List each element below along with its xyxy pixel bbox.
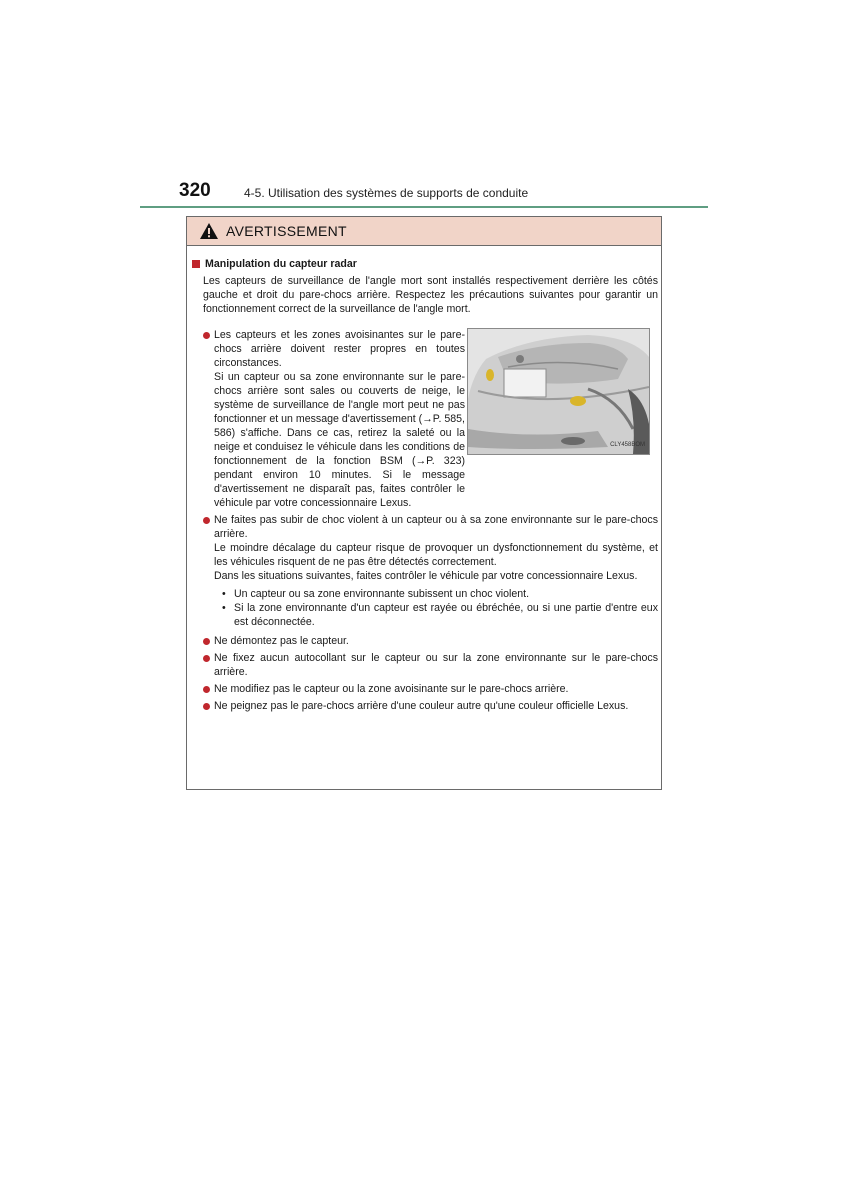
bullet-item [192, 513, 658, 631]
red-dot-bullet-icon [203, 517, 210, 524]
bullet-paragraph: Les capteurs et les zones avoisinantes sur le pare-chocs arrière doivent rester propres en toutes circonstances. [214, 329, 465, 369]
sub-item [222, 601, 658, 629]
first-bullet-wrap [192, 328, 658, 510]
rear-bumper-illustration [467, 328, 650, 455]
bullet-text [214, 328, 465, 510]
bullet-paragraph: Dans les situations suivantes, faites contrôler le véhicule par votre concessionnaire Lexus. [214, 570, 638, 582]
car-rear-drawing [468, 329, 649, 454]
warning-box [186, 216, 662, 790]
warning-triangle-icon [199, 222, 219, 240]
bullet-text [214, 513, 658, 631]
bullet-paragraph: Ne faites pas subir de choc violent à un capteur ou à sa zone environnante sur le pare-chocs arrière. [214, 514, 658, 540]
sub-item-text: Un capteur ou sa zone environnante subissent un choc violent. [234, 588, 530, 600]
header-rule [140, 206, 708, 208]
bullet-item [192, 682, 658, 696]
bullet-text: Ne fixez aucun autocollant sur le capteur ou sur la zone environnante sur le pare-chocs arrière. [214, 652, 658, 678]
sub-item-text: Si la zone environnante d'un capteur est rayée ou ébréchée, ou si une partie d'entre eux est déconnectée. [234, 602, 658, 628]
small-dot-icon: • [222, 602, 226, 614]
page-number: 320 [179, 180, 211, 201]
bullet-paragraph: Si un capteur ou sa zone environnante sur le pare-chocs arrière sont sales ou couverts de neige, le système de surveillance de l'angle mort peut ne pas fonctionner et un message d'avertissement (→P. 585, 586) s'affiche. Dans ce cas, retirez la saleté ou la neige et conduisez le véhicule dans les conditions de fonctionnement de la fonction BSM (→P. 323) pendant environ 10 minutes. Si le message d'avertissement ne disparaît pas, faites contrôler le véhicule par votre concessionnaire Lexus. [214, 371, 465, 509]
bullet-text: Ne modifiez pas le capteur ou la zone avoisinante sur le pare-chocs arrière. [214, 683, 569, 695]
section-intro: Les capteurs de surveillance de l'angle mort sont installés respectivement derrière les côtés gauche et droit du pare-chocs arrière. Respectez les précautions suivantes pour garantir un fonctionnement correct de la surveillance de l'angle mort. [203, 275, 658, 315]
bullet-item [192, 699, 658, 713]
red-dot-bullet-icon [203, 686, 210, 693]
bullet-text: Ne peignez pas le pare-chocs arrière d'une couleur autre qu'une couleur officielle Lexus. [214, 700, 629, 712]
small-dot-icon: • [222, 588, 226, 600]
red-dot-bullet-icon [203, 655, 210, 662]
section-heading [192, 257, 658, 271]
figure-code: CLY458BOM [610, 442, 645, 448]
section-title: Manipulation du capteur radar [205, 258, 357, 270]
red-dot-bullet-icon [203, 638, 210, 645]
square-bullet-icon [192, 260, 200, 268]
warning-header [187, 217, 661, 246]
bullet-item [192, 634, 658, 648]
bullet-paragraph: Le moindre décalage du capteur risque de provoquer un dysfonctionnement du système, et les véhicules risquent de ne pas être détectés correctement. [214, 542, 658, 568]
bullet-item [192, 651, 658, 679]
bullet-text: Ne démontez pas le capteur. [214, 635, 349, 647]
red-dot-bullet-icon [203, 703, 210, 710]
sub-list [222, 587, 658, 629]
sub-item [222, 587, 658, 601]
warning-section [192, 257, 658, 716]
warning-title: AVERTISSEMENT [226, 223, 347, 239]
chapter-title: 4-5. Utilisation des systèmes de supports de conduite [244, 186, 529, 200]
red-dot-bullet-icon [203, 332, 210, 339]
